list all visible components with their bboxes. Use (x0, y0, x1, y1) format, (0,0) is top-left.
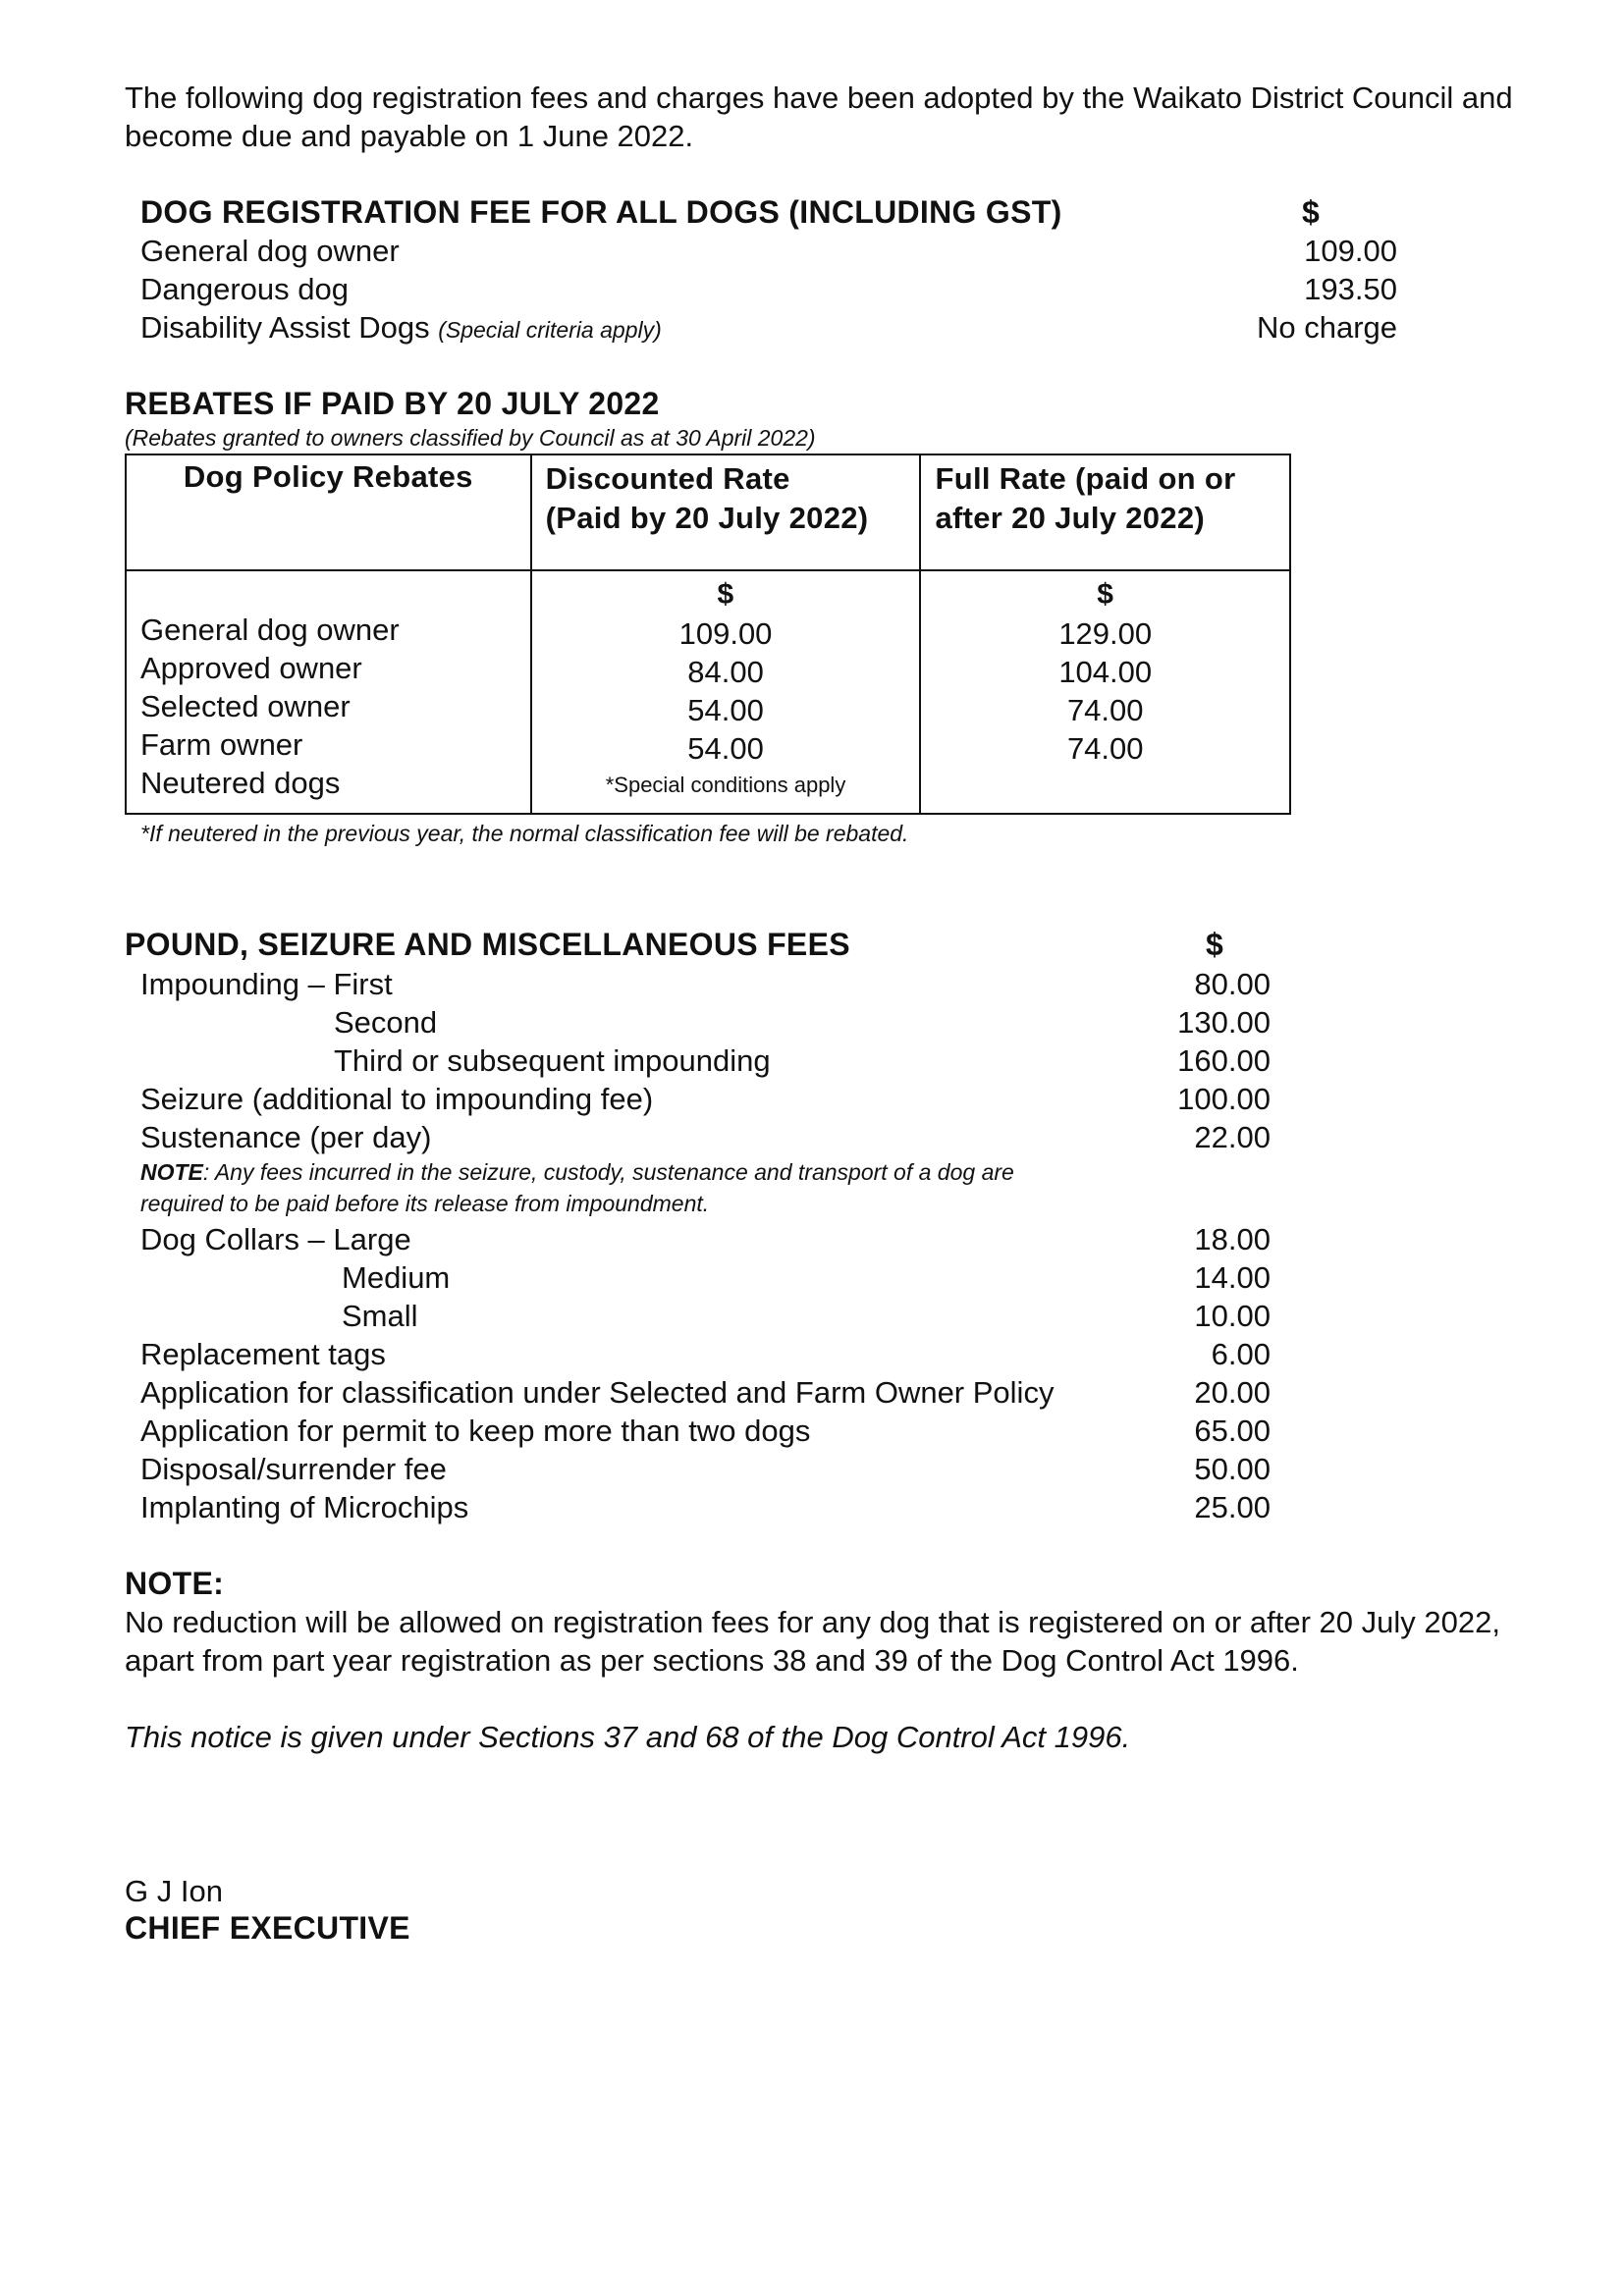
pound-note-text: : Any fees incurred in the seizure, custody, sustenance and transport of a dog are (202, 1159, 1014, 1185)
rebate-full-value: 129.00 (1058, 616, 1153, 651)
note-line-2: apart from part year registration as per sections 38 and 39 of the Dog Control Act 1996. (125, 1643, 1299, 1678)
rebate-row-label: Approved owner (140, 651, 362, 685)
pound-label-impound-first: Impounding – First (140, 967, 393, 1001)
pound-label-impound-second: Second (334, 1005, 438, 1040)
pound-label-sustenance: Sustenance (per day) (140, 1120, 432, 1154)
reg-label-disability (140, 308, 662, 349)
rebate-full-value: 74.00 (1066, 693, 1144, 727)
pound-value-impound-first: 80.00 (1194, 967, 1271, 1001)
notice-statement: This notice is given under Sections 37 and 68 of the Dog Control Act 1996. (125, 1720, 1131, 1754)
rebate-full-value: 74.00 (1066, 731, 1144, 766)
pound-label-microchips: Implanting of Microchips (140, 1490, 469, 1524)
pound-value-disposal: 50.00 (1194, 1452, 1271, 1486)
registration-currency: $ (1302, 194, 1321, 230)
rebate-discounted-value: 54.00 (687, 693, 764, 727)
reg-disability-note: (Special criteria apply) (438, 317, 662, 343)
signatory-name: G J Ion (125, 1874, 223, 1908)
rebate-neutered-note: *Special conditions apply (605, 773, 846, 797)
pound-heading: POUND, SEIZURE AND MISCELLANEOUS FEES (125, 927, 850, 962)
pound-note-line-2: required to be paid before its release from impoundment. (140, 1191, 710, 1216)
rebates-col-header-full: Full Rate (paid on or after 20 July 2022) (920, 454, 1290, 570)
rebate-row-label: Farm owner (140, 727, 303, 762)
rebates-discounted-cell (531, 570, 921, 814)
pound-label-collar-medium: Medium (342, 1260, 451, 1295)
rebates-table (125, 454, 1291, 815)
pound-value-collar-small: 10.00 (1194, 1299, 1271, 1333)
pound-value-permit: 65.00 (1194, 1414, 1271, 1448)
pound-label-classification: Application for classification under Selected and Farm Owner Policy (140, 1375, 1055, 1410)
intro-line-1: The following dog registration fees and charges have been adopted by the Waikato District Council and (125, 80, 1513, 115)
note-line-1: No reduction will be allowed on registration fees for any dog that is registered on or after 20 July 2022, (125, 1605, 1500, 1639)
rebates-full-currency: $ (1097, 578, 1114, 611)
reg-value-disability: No charge (1256, 310, 1397, 345)
rebate-discounted-value: 84.00 (687, 655, 764, 689)
rebates-labels-cell (126, 570, 531, 814)
reg-label-dangerous: Dangerous dog (140, 272, 349, 306)
rebate-row-label: Selected owner (140, 689, 351, 723)
rebate-row-label: General dog owner (140, 613, 400, 647)
pound-label-collar-large: Dog Collars – Large (140, 1222, 411, 1256)
pound-label-impound-third: Third or subsequent impounding (334, 1043, 771, 1078)
rebates-col-header-discounted: Discounted Rate (Paid by 20 July 2022) (531, 454, 921, 570)
pound-value-impound-third: 160.00 (1177, 1043, 1271, 1078)
registration-heading: DOG REGISTRATION FEE FOR ALL DOGS (INCLUDING GST) (140, 194, 1062, 230)
signatory-title: CHIEF EXECUTIVE (125, 1910, 410, 1946)
pound-label-tags: Replacement tags (140, 1337, 386, 1371)
pound-label-permit: Application for permit to keep more than two dogs (140, 1414, 811, 1448)
rebate-row-label: Neutered dogs (140, 766, 341, 800)
reg-value-dangerous: 193.50 (1304, 272, 1397, 306)
rebate-full-value: 104.00 (1058, 655, 1153, 689)
note-heading: NOTE: (125, 1566, 225, 1601)
rebates-subnote: (Rebates granted to owners classified by Council as at 30 April 2022) (125, 425, 816, 451)
rebates-heading: REBATES IF PAID BY 20 JULY 2022 (125, 386, 660, 421)
rebates-footnote: *If neutered in the previous year, the normal classification fee will be rebated. (140, 821, 909, 846)
reg-disability-label: Disability Assist Dogs (140, 310, 430, 345)
rebates-discounted-currency: $ (717, 578, 734, 611)
rebates-col-header-policy: Dog Policy Rebates (126, 454, 531, 570)
pound-note-bold: NOTE (140, 1159, 203, 1185)
pound-value-collar-large: 18.00 (1194, 1222, 1271, 1256)
pound-value-sustenance: 22.00 (1194, 1120, 1271, 1154)
pound-label-seizure: Seizure (additional to impounding fee) (140, 1082, 654, 1116)
pound-note-line-1 (140, 1159, 1014, 1186)
rebates-full-cell (920, 570, 1290, 814)
pound-value-tags: 6.00 (1211, 1337, 1271, 1371)
pound-value-classification: 20.00 (1194, 1375, 1271, 1410)
intro-line-2: become due and payable on 1 June 2022. (125, 119, 694, 153)
reg-label-general: General dog owner (140, 234, 400, 268)
reg-value-general: 109.00 (1304, 234, 1397, 268)
pound-value-collar-medium: 14.00 (1194, 1260, 1271, 1295)
rebate-discounted-value: 54.00 (687, 731, 764, 766)
pound-value-impound-second: 130.00 (1177, 1005, 1271, 1040)
pound-value-seizure: 100.00 (1177, 1082, 1271, 1116)
pound-label-collar-small: Small (342, 1299, 418, 1333)
pound-currency: $ (1206, 927, 1224, 962)
pound-label-disposal: Disposal/surrender fee (140, 1452, 447, 1486)
pound-value-microchips: 25.00 (1194, 1490, 1271, 1524)
rebate-discounted-value: 109.00 (678, 616, 773, 651)
